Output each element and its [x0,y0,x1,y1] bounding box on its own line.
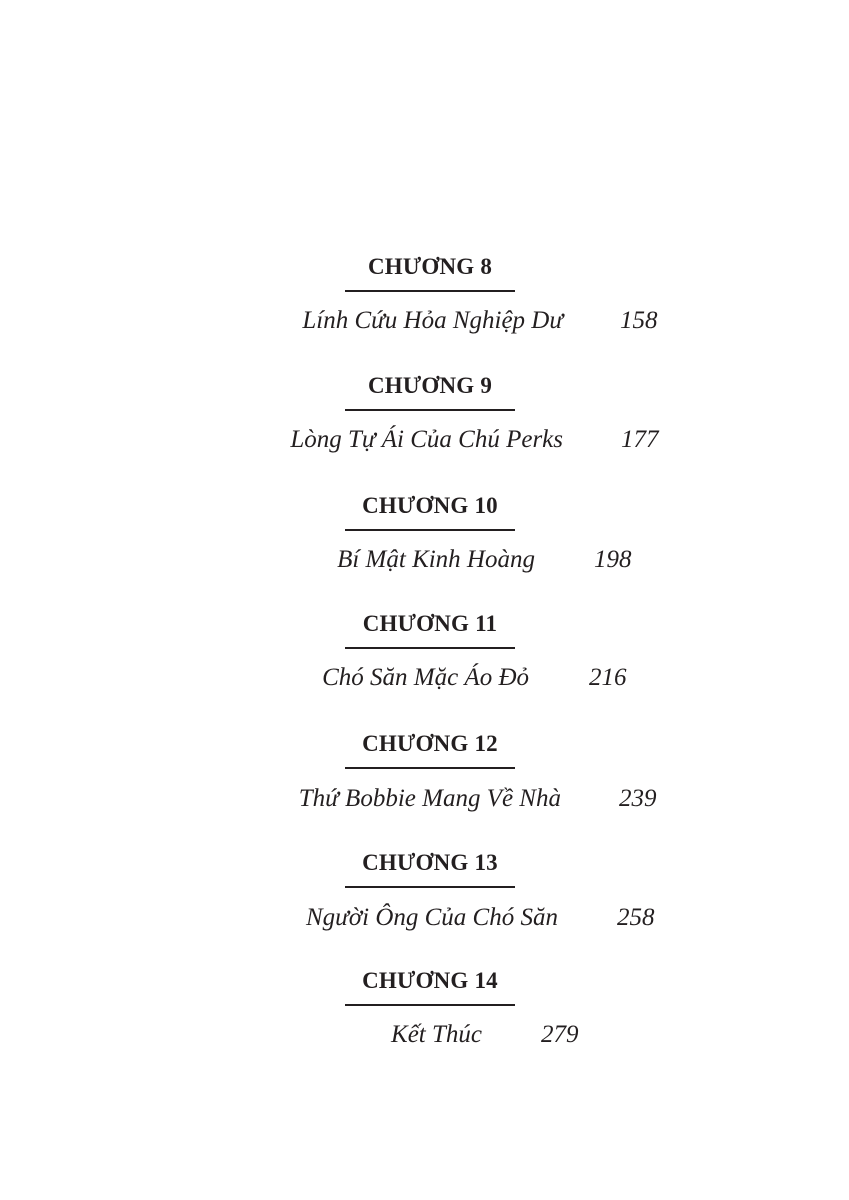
chapter-title: Lòng Tự Ái Của Chú Perks [290,426,563,453]
chapter-rule [345,529,515,531]
chapter-title: Thứ Bobbie Mang Về Nhà [298,785,561,812]
chapter-heading: CHƯƠNG 10 [362,493,498,518]
toc-entry[interactable] [0,784,660,814]
chapter-heading: CHƯƠNG 11 [362,611,498,636]
toc-entry[interactable] [0,663,630,693]
chapter-rule [345,409,515,411]
page-number: 158 [620,307,658,334]
toc-entry[interactable] [0,425,662,455]
chapter-rule [345,1004,515,1006]
chapter-heading: CHƯƠNG 14 [362,968,498,993]
chapter-title: Lính Cứu Hỏa Nghiệp Dư [302,307,563,334]
toc-entry[interactable] [0,1020,582,1050]
page-number: 258 [617,904,655,931]
page-number: 198 [594,546,632,573]
chapter-heading: CHƯƠNG 12 [362,731,498,756]
page-number: 279 [541,1021,579,1048]
chapter-rule [345,290,515,292]
toc-entry[interactable] [0,903,658,933]
page-number: 216 [589,664,627,691]
chapter-heading: CHƯƠNG 13 [362,850,498,875]
page-number: 177 [621,426,659,453]
toc-entry[interactable] [0,306,662,336]
chapter-title: Kết Thúc [391,1021,482,1048]
chapter-title: Người Ông Của Chó Săn [305,904,558,931]
page-number: 239 [619,785,657,812]
chapter-title: Chó Săn Mặc Áo Đỏ [322,664,529,691]
chapter-rule [345,647,515,649]
chapter-rule [345,767,515,769]
chapter-title: Bí Mật Kinh Hoàng [337,546,535,573]
chapter-heading: CHƯƠNG 9 [367,373,493,398]
chapter-heading: CHƯƠNG 8 [367,254,493,279]
toc-entry[interactable] [0,545,634,575]
chapter-rule [345,886,515,888]
